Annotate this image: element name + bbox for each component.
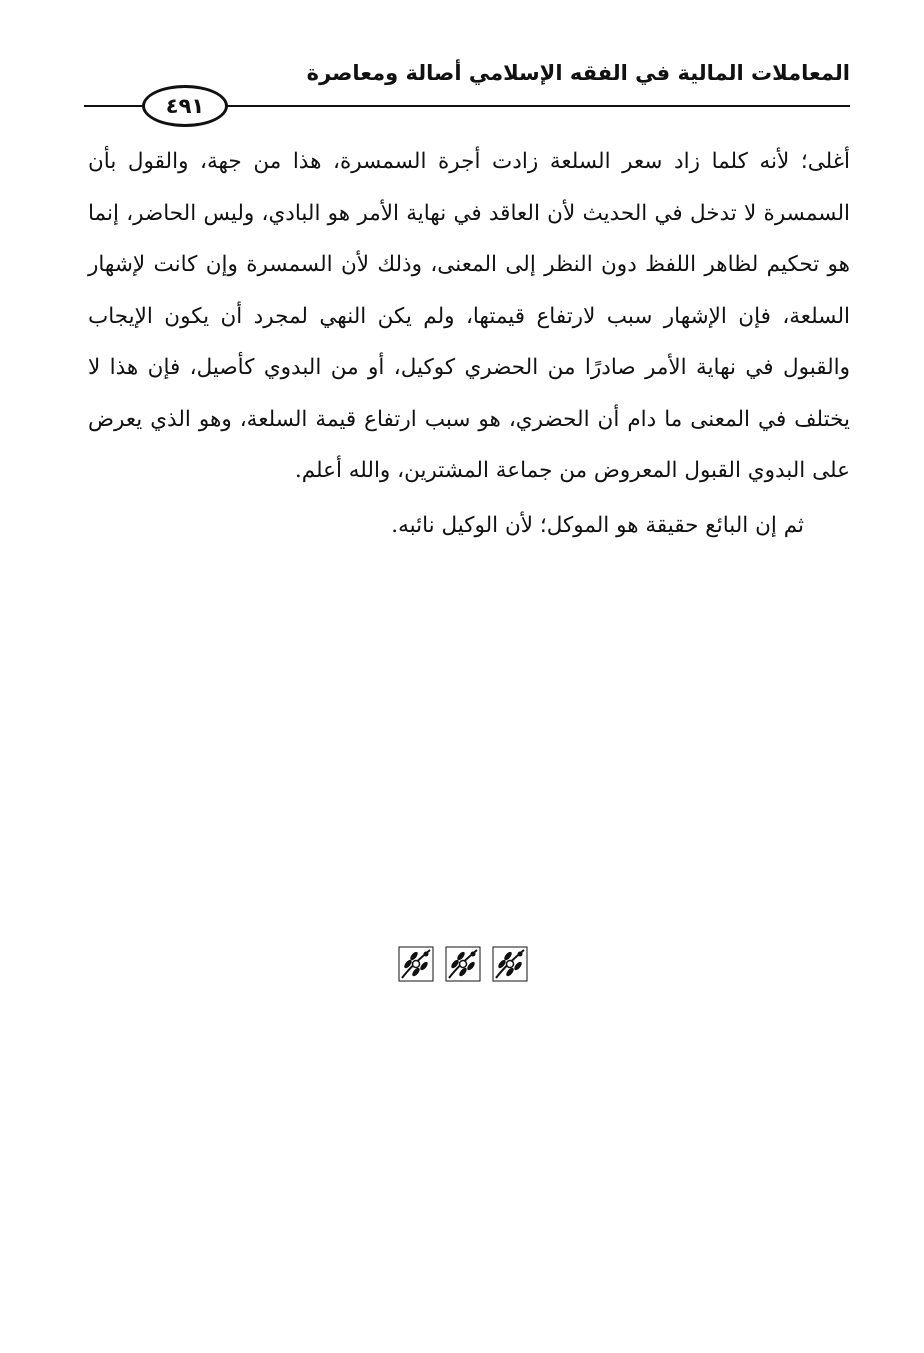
running-title: المعاملات المالية في الفقه الإسلامي أصالة ومعاصرة (306, 61, 850, 85)
page-number: ٤٩١ (142, 85, 228, 127)
paragraph: ثم إن البائع حقيقة هو الموكل؛ لأن الوكيل نائبه. (391, 512, 804, 538)
floral-ornament-icon (492, 946, 528, 982)
paragraph: أغلى؛ لأنه كلما زاد سعر السلعة زادت أجرة السمسرة، هذا من جهة، والقول بأن السمسرة لا تدخل في الحديث لأن العاقد في نهاية الأمر هو البادي، وليس الحاضر، إنما هو تحكيم لظاهر اللفظ دون النظر إلى المعنى، وذلك لأن السمسرة وإن كانت لإشهار السلعة، فإن الإشهار سبب لارتفاع قيمتها، ولم يكن النهي لمجرد أن يكون الإيجاب والقبول في نهاية الأمر صادرًا من الحضري كوكيل، أو من البدوي كأصيل، فإن هذا لا يختلف في المعنى ما دام أن الحضري، هو سبب ارتفاع قيمة السلعة، وهو الذي يعرض على البدوي القبول المعروض من جماعة المشترين، والله أعلم. (88, 149, 850, 483)
floral-ornament-icon (445, 946, 481, 982)
body-text (88, 136, 850, 551)
page-header (84, 48, 850, 128)
section-end-ornament (398, 946, 528, 986)
floral-ornament-icon (398, 946, 434, 982)
